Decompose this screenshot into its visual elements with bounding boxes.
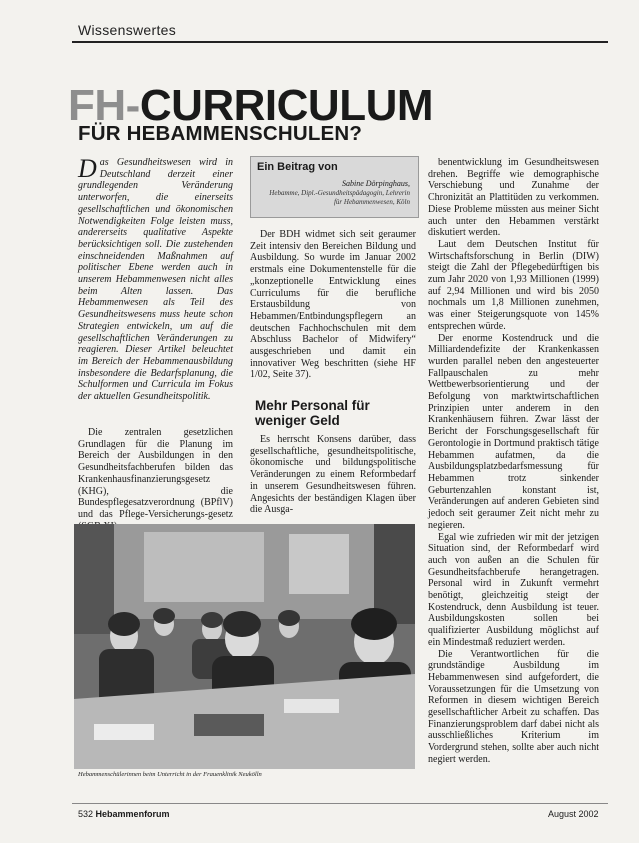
- column2-paragraph-2: Es herrscht Konsens darüber, dass gesellschaftliche, gesundheitspolitische, ökonomische und bildungspolitische Veränderungen zu einem Reformbedarf in unserem Gesundheitswesen führen. Angesichts der beständigen Klagen über die Ausga-: [250, 434, 416, 516]
- magazine-name: Hebammenforum: [95, 809, 170, 819]
- column1-paragraph: Die zentralen gesetzlichen Grundlagen für die Planung im Bereich der Ausbildungen in den Gesundheitsfachberufen bilden das Krankenhausfinanzierungsgesetz (KHG), die Bundespflegesatzverordnung (BPflV) und das Pflege-Versicherungs-gesetz: [78, 427, 233, 520]
- headline-prefix: FH-: [68, 81, 140, 130]
- subheading: Mehr Personal für weniger Geld: [255, 398, 370, 428]
- column3-paragraph: Die Verantwortlichen für die grundständige Ausbildung im Hebammenwesen sind aufgefordert, die Voraussetzungen für die Umsetzung von Reformen in diesem wichtigen Bereich gesellschaftlicher Arbeit zu schaffen. Das Finanzierungsproblem darf dabei nicht als ausschließliches Kriterium im Vordergrund stehen, sollte aber auch nicht negiert werden.: [428, 648, 599, 765]
- author-role: Hebamme, Dipl.-Gesundheitspädagogin, Lehrerin für Hebammenwesen, Köln: [269, 189, 410, 206]
- section-label: Wissenswertes: [78, 22, 177, 38]
- classroom-photo-illustration: [74, 524, 415, 769]
- column3: [428, 157, 599, 766]
- column2-paragraph-1: Der BDH widmet sich seit geraumer Zeit intensiv den Bereichen Bildung und Ausbildung. So wurde im Januar 2002 erstmals eine Dokumentenstelle für die „konzeptionelle Entwicklung eines Curriculums für die berufliche Erstausbildung von Hebammen/Entbindungspflegern an deutschen Fachhochschulen mit dem Abschluss Bachelor of Midwifery“ ausgeschrieben und damit ein innovativer Weg beschritten (siehe HF 1/02, Seite 37).: [250, 229, 416, 381]
- lead-text: as Gesundheitswesen wird in Deutschland derzeit einer grundlegenden Veränderung unterworfen, die einerseits gesellschaftlichen und ökonomischen Notwendigkeiten Folge leisten muss, andererseits qualitative Aspekte berücksichtigen soll. Die zustehenden einschneidenden Maßnahmen auf politischer Ebene werden auch in unserem Hebammenwesen nicht alles beim Alten lassen. Das Hebammenwesen als Teil des Gesundheitswesens muss heute schon Strategien entwickeln, um auf die gesellschaftlichen Veränderungen zu reagieren. Dieser Artikel beleuchtet im Bereich der Hebammenausbildung insbesondere die Bedarfsplanung, die Schulformen und Curricula im Fokus der aktuellen Gesundheitspolitik.: [78, 157, 233, 403]
- column3-paragraph: benentwicklung im Gesundheitswesen drehen. Begriffe wie demographische Verschiebung und Zunahme der Chronizität an Plattitüden zu verkommen. Diese Probleme müssten aus meiner Sicht auch unter den Hebammen verstärkt diskutiert werden.: [428, 157, 599, 239]
- footer-date: August 2002: [548, 809, 599, 819]
- footer-page: [78, 809, 170, 819]
- header-rule: [72, 41, 608, 43]
- author-box: [250, 156, 419, 218]
- headline-subtitle: FÜR HEBAMMENSCHULEN?: [78, 122, 363, 145]
- classroom-photo: [74, 524, 415, 769]
- author-name: Sabine Dörpinghaus,: [342, 179, 410, 188]
- page-number: 532: [78, 809, 94, 819]
- photo-caption: Hebammenschülerinnen beim Unterricht in der Frauenklinik Neukölln: [78, 771, 262, 778]
- footer-rule: [72, 803, 608, 804]
- lead-paragraph: [78, 154, 233, 403]
- headline-main: CURRICULUM: [139, 81, 433, 130]
- column3-paragraph: Der enorme Kostendruck und die Milliardendefizite der Krankenkassen wurden parallel neben den angesteuerter Fallpauschalen zu mehr Wettbewerbsorientierung und der Befolgung von marktwirtschaftlichen Prinzipien unter anderem in den Krankenhäusern führen. Zwar lässt der Bericht der Forschungsgesellschaft für Gerontologie in Dortmund praktisch tätige Hebammen aufatmen, da die Ausbildungsplatzbedarfsmessung für Hebammen trotz sinkender Geburtenzahlen konstant ist, Veränderungen auf anderen Gebieten sind jedoch seit geraumer Zeit nicht mehr zu negieren.: [428, 332, 599, 531]
- column3-paragraph: Laut dem Deutschen Institut für Wirtschaftsforschung in Berlin (DIW) steigt die Zahl der Pflegebedürftigen bis zum Jahr 2020 von 1,93 Millionen (1999) auf 2,94 Millionen und wird bis 2050 nochmals um 1,8 Millionen zunehmen, was einer Steigerungsquote von 145% entsprechen würde.: [428, 238, 599, 332]
- author-box-title: Ein Beitrag von: [257, 161, 338, 173]
- column3-paragraph: Egal wie zufrieden wir mit der jetzigen Situation sind, der Reformbedarf wird auch von außen an die Schulen für Gesundheitsfachberufe herangetragen. Personal wird in Zukunft vermehrt benötigt, gleichzeitig steigt der Kostendruck, denn Ausbildung ist teuer. Ausbildungskosten sollen bei qualifizierter Ausbildung möglichst auf ein Mindestmaß reduziert werden.: [428, 531, 599, 648]
- drop-cap: D: [78, 154, 97, 183]
